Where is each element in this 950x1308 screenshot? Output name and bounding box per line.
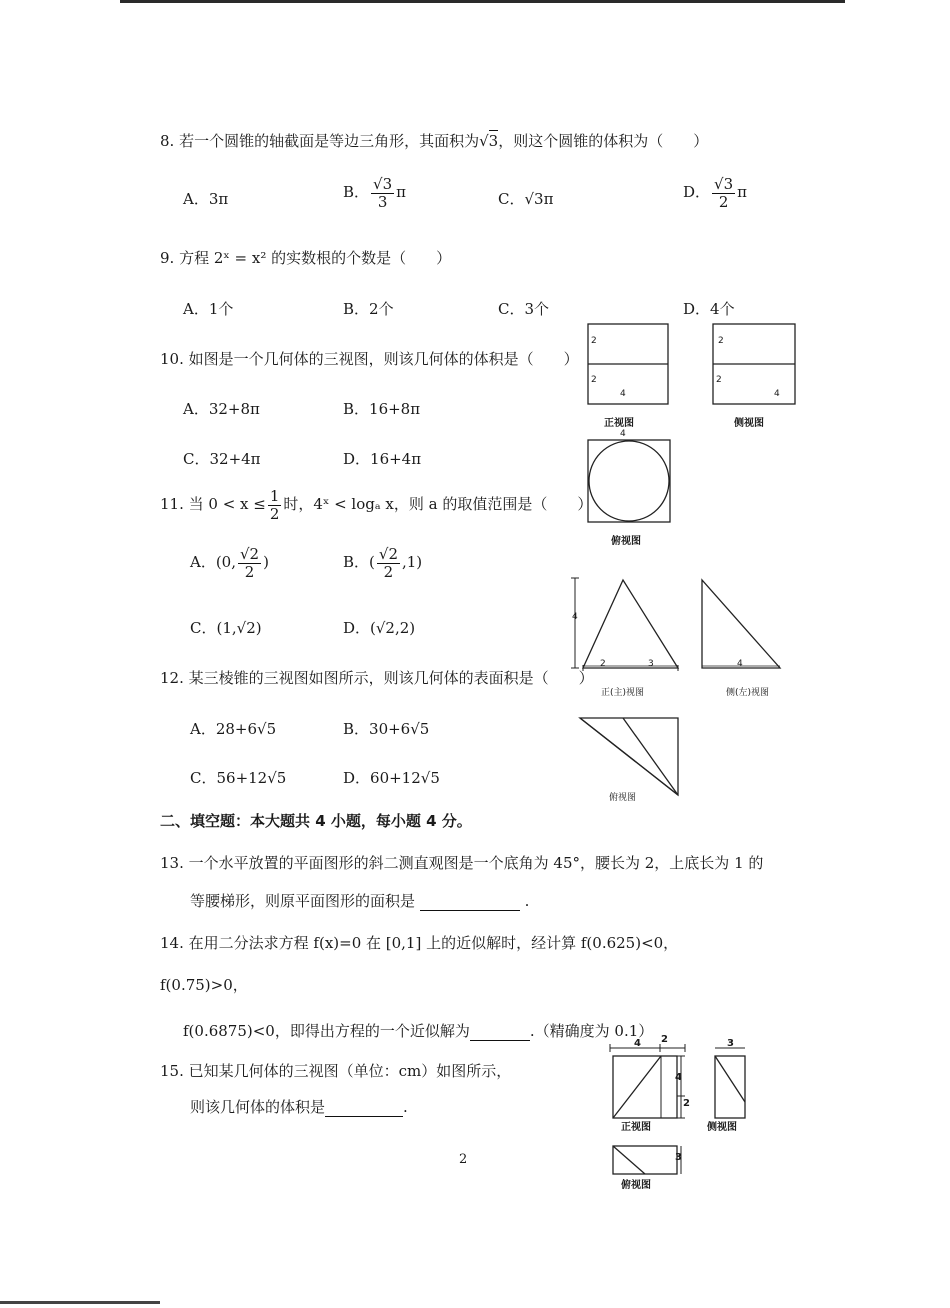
- q12-side-view: [702, 580, 780, 668]
- q15-side-label: 侧视图: [707, 1122, 737, 1133]
- q11-option-b: B．( $\frac{√2}{2}$ ,1): [343, 545, 423, 581]
- top-border: [120, 0, 845, 3]
- q15-dim-label: 4: [634, 1038, 641, 1049]
- section-header: 二、填空题：本大题共 4 小题，每小题 4 分。: [160, 812, 472, 830]
- q15-dim-label: 2: [683, 1098, 690, 1109]
- q10-top-label: 俯视图: [611, 536, 641, 547]
- q10-option-a: A．32+8π: [183, 400, 260, 418]
- q12-front-view: [583, 580, 678, 668]
- question-14-line3: f(0.6875)<0，即得出方程的一个近似解为 .（精确度为 0.1）: [183, 1022, 654, 1040]
- q15-dim-label: 2: [661, 1034, 668, 1045]
- q10-option-d: D．16+4π: [343, 450, 422, 468]
- q10-side-label: 侧视图: [734, 418, 764, 429]
- answer-blank[interactable]: [325, 1098, 403, 1117]
- q15-three-view-figure: [605, 1040, 765, 1180]
- q10-option-b: B．16+8π: [343, 400, 421, 418]
- q12-option-d: D．60+12√5: [343, 769, 440, 787]
- q15-dim-label: 4: [675, 1072, 682, 1083]
- q15-side-view: [715, 1056, 745, 1118]
- q15-top-label: 俯视图: [621, 1180, 651, 1191]
- answer-blank[interactable]: [470, 1022, 530, 1041]
- q10-dim-label: 4: [774, 389, 780, 399]
- q8-option-b: B． $\frac{√3}{3}$ π: [343, 175, 406, 211]
- question-10: 10. 如图是一个几何体的三视图，则该几何体的体积是（ ）: [160, 350, 579, 368]
- q8-option-c: C．√3π: [498, 190, 554, 208]
- q12-dim-label: 4: [737, 659, 743, 669]
- question-8: 8. 若一个圆锥的轴截面是等边三角形，其面积为√3，则这个圆锥的体积为（ ）: [160, 132, 709, 150]
- question-14-line2: f(0.75)>0，: [160, 976, 248, 994]
- q11-option-a: A．(0, $\frac{√2}{2}$ ): [190, 545, 269, 581]
- question-15: 15. 已知某几何体的三视图（单位：cm）如图所示，: [160, 1062, 512, 1080]
- question-text: 若一个圆锥的轴截面是等边三角形，其面积为: [179, 132, 480, 150]
- question-9: 9. 方程 2ˣ = x² 的实数根的个数是（ ）: [160, 249, 452, 267]
- question-12: 12. 某三棱锥的三视图如图所示，则该几何体的表面积是（ ）: [160, 669, 594, 687]
- q10-dim-label: 4: [620, 429, 626, 439]
- bottom-border: [0, 1301, 160, 1304]
- page-number: 2: [459, 1152, 468, 1167]
- question-15-line2: 则该几何体的体积是 .: [190, 1098, 408, 1116]
- sqrt-value: 3: [488, 132, 499, 150]
- question-number: 8.: [160, 132, 175, 150]
- q8-option-a: A．3π: [183, 190, 229, 208]
- q9-option-c: C．3个: [498, 300, 550, 318]
- q10-dim-label: 2: [716, 375, 722, 385]
- q10-top-circle: [589, 441, 669, 521]
- q12-front-label: 正(主)视图: [601, 688, 645, 698]
- q15-dim-label: 3: [727, 1038, 734, 1049]
- q10-dim-label: 2: [591, 336, 597, 346]
- q12-option-b: B．30+6√5: [343, 720, 430, 738]
- question-11: 11. 当 0 < x ≤ $\frac{1}{2}$ 时，4ˣ < logₐ x，则 a 的取值范围是（ ）: [160, 487, 593, 523]
- q12-dim-label: 4: [572, 612, 578, 622]
- q12-top-label: 俯视图: [609, 793, 637, 803]
- q15-front-view: [613, 1056, 677, 1118]
- q9-option-a: A．1个: [183, 300, 234, 318]
- q11-option-c: C．(1,√2): [190, 619, 262, 637]
- question-text-end: ，则这个圆锥的体积为（ ）: [498, 132, 709, 150]
- question-13: 13. 一个水平放置的平面图形的斜二测直观图是一个底角为 45°，腰长为 2，上底长为 1 的: [160, 854, 764, 872]
- q10-dim-label: 4: [620, 389, 626, 399]
- q12-option-c: C．56+12√5: [190, 769, 287, 787]
- q10-front-label: 正视图: [604, 418, 634, 429]
- q15-front-label: 正视图: [621, 1122, 651, 1133]
- answer-blank[interactable]: [420, 892, 520, 911]
- q11-option-d: D．(√2,2): [343, 619, 416, 637]
- q10-option-c: C．32+4π: [183, 450, 261, 468]
- q9-option-b: B．2个: [343, 300, 394, 318]
- q10-dim-label: 2: [718, 336, 724, 346]
- question-14: 14. 在用二分法求方程 f(x)=0 在 [0,1] 上的近似解时，经计算 f(0.625)<0，: [160, 934, 679, 952]
- q12-dim-label: 2: [600, 659, 606, 669]
- q15-top-view: [613, 1146, 677, 1174]
- q12-side-label: 侧(左)视图: [726, 688, 770, 698]
- q9-option-d: D．4个: [683, 300, 735, 318]
- q12-dim-label: 3: [648, 659, 654, 669]
- question-13-line2: 等腰梯形，则原平面图形的面积是 .: [190, 892, 530, 910]
- q8-option-d: D． $\frac{√3}{2}$ π: [683, 175, 747, 211]
- q12-option-a: A．28+6√5: [190, 720, 277, 738]
- q15-dim-label: 3: [675, 1152, 682, 1163]
- q10-dim-label: 2: [591, 375, 597, 385]
